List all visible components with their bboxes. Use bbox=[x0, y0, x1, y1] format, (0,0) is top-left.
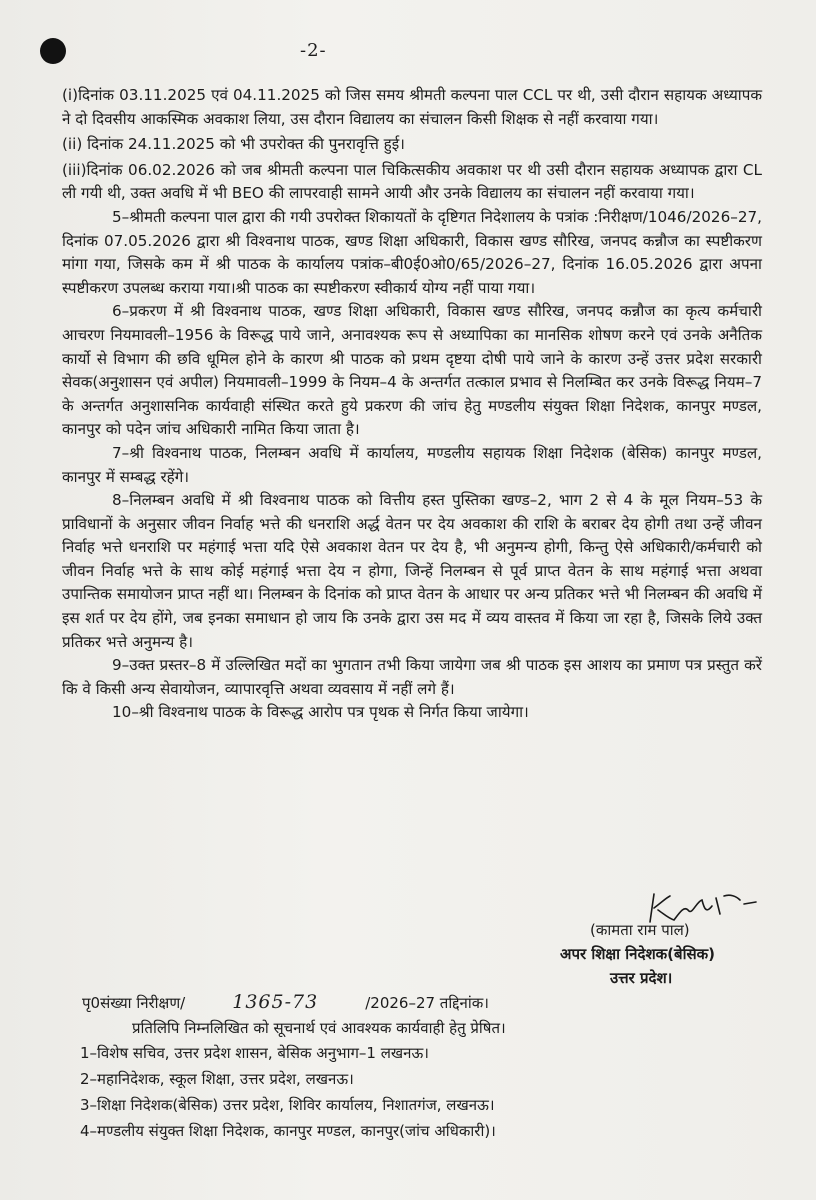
handwritten-signature bbox=[640, 884, 770, 934]
paragraph-8: 8–निलम्बन अवधि में श्री विश्वनाथ पाठक को वित्तीय हस्त पुस्तिका खण्ड–2, भाग 2 से 4 के मूल नियम–53 के प्राविधानों के अनुसार जीवन निर्वाह भत्ते की धनराशि अर्द्ध वेतन पर देय अवकाश की राशि के बराबर देय होगी तथा उन्हें जीवन निर्वाह भत्ते धनराशि पर महंगाई भत्ता यदि ऐसे अवकाश वेतन पर देय है, भी अनुमन्य होगी, किन्तु ऐसे अधिकारी/कर्मचारी को जीवन निर्वाह भत्ते के साथ कोई महंगाई भत्ता देय न होगा, जिन्हें निलम्बन से पूर्व प्राप्त वेतन के साथ महंगाई भत्ता अथवा उपान्तिक समायोजन प्राप्त नहीं था। निलम्बन के दिनांक को प्राप्त वेतन के आधार पर अन्य प्रतिकर भत्ते भी निलम्बन की अवधि में इस शर्त पर देय होंगे, जब इनका समाधान हो जाय कि उनके द्वारा उस मद में व्यय वास्तव में किया जा रहा है, जिसके लिये उक्त प्रतिकर भत्ते अनुमन्य है। bbox=[62, 491, 762, 651]
punch-hole bbox=[40, 38, 66, 64]
paragraph-5: 5–श्रीमती कल्पना पाल द्वारा की गयी उपरोक्त शिकायतों के दृष्टिगत निदेशालय के पत्रांक :निरीक्षण/1046/2026–27, दिनांक 07.05.2026 द्वारा श्री विश्वनाथ पाठक, खण्ड शिक्षा अधिकारी, विकास खण्ड सौरिख, जनपद कन्नौज का स्पष्टीकरण मांगा गया, जिसके कम में श्री पाठक के कार्यालय पत्रांक–बी0ई0ओ0/65/2026–27, दिनांक 16.05.2026 द्वारा अपना स्पष्टीकरण उपलब्ध कराया गया।श्री पाठक का स्पष्टीकरण स्वीकार्य योग्य नहीं पाया गया। bbox=[62, 207, 762, 297]
copy-to-item: 1–विशेष सचिव, उत्तर प्रदेश शासन, बेसिक अनुभाग–1 लखनऊ। bbox=[80, 1044, 429, 1062]
document-body bbox=[62, 84, 762, 725]
copy-to-item: 3–शिक्षा निदेशक(बेसिक) उत्तर प्रदेश, शिविर कार्यालय, निशातगंज, लखनऊ। bbox=[80, 1096, 495, 1114]
paragraph-9: 9–उक्त प्रस्तर–8 में उल्लिखित मदों का भुगतान तभी किया जायेगा जब श्री पाठक इस आशय का प्रमाण पत्र प्रस्तुत करें कि वे किसी अन्य सेवायोजन, व्यापारवृत्ति अथवा व्यवसाय में नहीं लगे हैं। bbox=[62, 656, 762, 698]
reference-prefix: पृ0संख्या निरीक्षण/ bbox=[82, 994, 186, 1012]
copy-to-intro: प्रतिलिपि निम्नलिखित को सूचनार्थ एवं आवश्यक कार्यवाही हेतु प्रेषित। bbox=[132, 1019, 506, 1037]
signatory-name: (कामता राम पाल) bbox=[590, 921, 690, 939]
reference-number-handwritten: 1365-73 bbox=[232, 991, 319, 1013]
copy-to-item: 4–मण्डलीय संयुक्त शिक्षा निदेशक, कानपुर मण्डल, कानपुर(जांच अधिकारी)। bbox=[80, 1122, 496, 1140]
copy-to-item: 2–महानिदेशक, स्कूल शिक्षा, उत्तर प्रदेश, लखनऊ। bbox=[80, 1070, 354, 1088]
page-number: -2- bbox=[300, 40, 327, 61]
signature-block bbox=[560, 900, 780, 990]
paragraph-6: 6–प्रकरण में श्री विश्वनाथ पाठक, खण्ड शिक्षा अधिकारी, विकास खण्ड सौरिख, जनपद कन्नौज का कृत्य कर्मचारी आचरण नियमावली–1956 के विरूद्ध पाये जाने, अनावश्यक रूप से अध्यापिका का मानसिक शोषण करने एवं उनके अनैतिक कार्यो से विभाग की छवि धूमिल होने के कारण श्री पाठक को प्रथम दृष्टया दोषी पाये जाने के कारण उन्हें उत्तर प्रदेश सरकारी सेवक(अनुशासन एवं अपील) नियमावली–1999 के नियम–4 के अन्तर्गत तत्काल प्रभाव से निलम्बित कर उनके विरूद्ध नियम–7 के अन्तर्गत अनुशासनिक कार्यवाही संस्थित करते हुये प्रकरण की जांच हेतु मण्डलीय संयुक्त शिक्षा निदेशक, कानपुर मण्डल, कानपुर को पदेन जांच अधिकारी नामित किया जाता है। bbox=[62, 302, 762, 439]
copy-to-list bbox=[80, 1040, 740, 1144]
signatory-state: उत्तर प्रदेश। bbox=[610, 969, 673, 987]
paragraph-iii: (iii)दिनांक 06.02.2026 को जब श्रीमती कल्पना पाल चिकित्सकीय अवकाश पर थी उसी दौरान सहायक अध्यापक द्वारा CL ली गयी थी, उक्त अवधि में भी BEO की लापरवाही सामने आयी और उनके विद्यालय का संचालन नहीं करवाया गया। bbox=[62, 160, 762, 203]
paragraph-i: (i)दिनांक 03.11.2025 एवं 04.11.2025 को जिस समय श्रीमती कल्पना पाल CCL पर थी, उसी दौरान सहायक अध्यापक ने दो दिवसीय आकस्मिक अवकाश लिया, उस दौरान विद्यालय का संचालन किसी शिक्षक से नहीं करवाया गया। bbox=[62, 86, 762, 128]
paragraph-7: 7–श्री विश्वनाथ पाठक, निलम्बन अवधि में कार्यालय, मण्डलीय सहायक शिक्षा निदेशक (बेसिक) कानपुर मण्डल, कानपुर में सम्बद्ध रहेंगे। bbox=[62, 443, 762, 486]
signatory-designation: अपर शिक्षा निदेशक(बेसिक) bbox=[560, 945, 716, 963]
reference-suffix: /2026–27 तद्दिनांक। bbox=[365, 994, 489, 1012]
paragraph-10: 10–श्री विश्वनाथ पाठक के विरूद्ध आरोप पत्र पृथक से निर्गत किया जायेगा। bbox=[112, 703, 529, 722]
reference-line bbox=[82, 990, 722, 1015]
paragraph-ii: (ii) दिनांक 24.11.2025 को भी उपरोक्त की पुनरावृत्ति हुई। bbox=[62, 135, 405, 154]
